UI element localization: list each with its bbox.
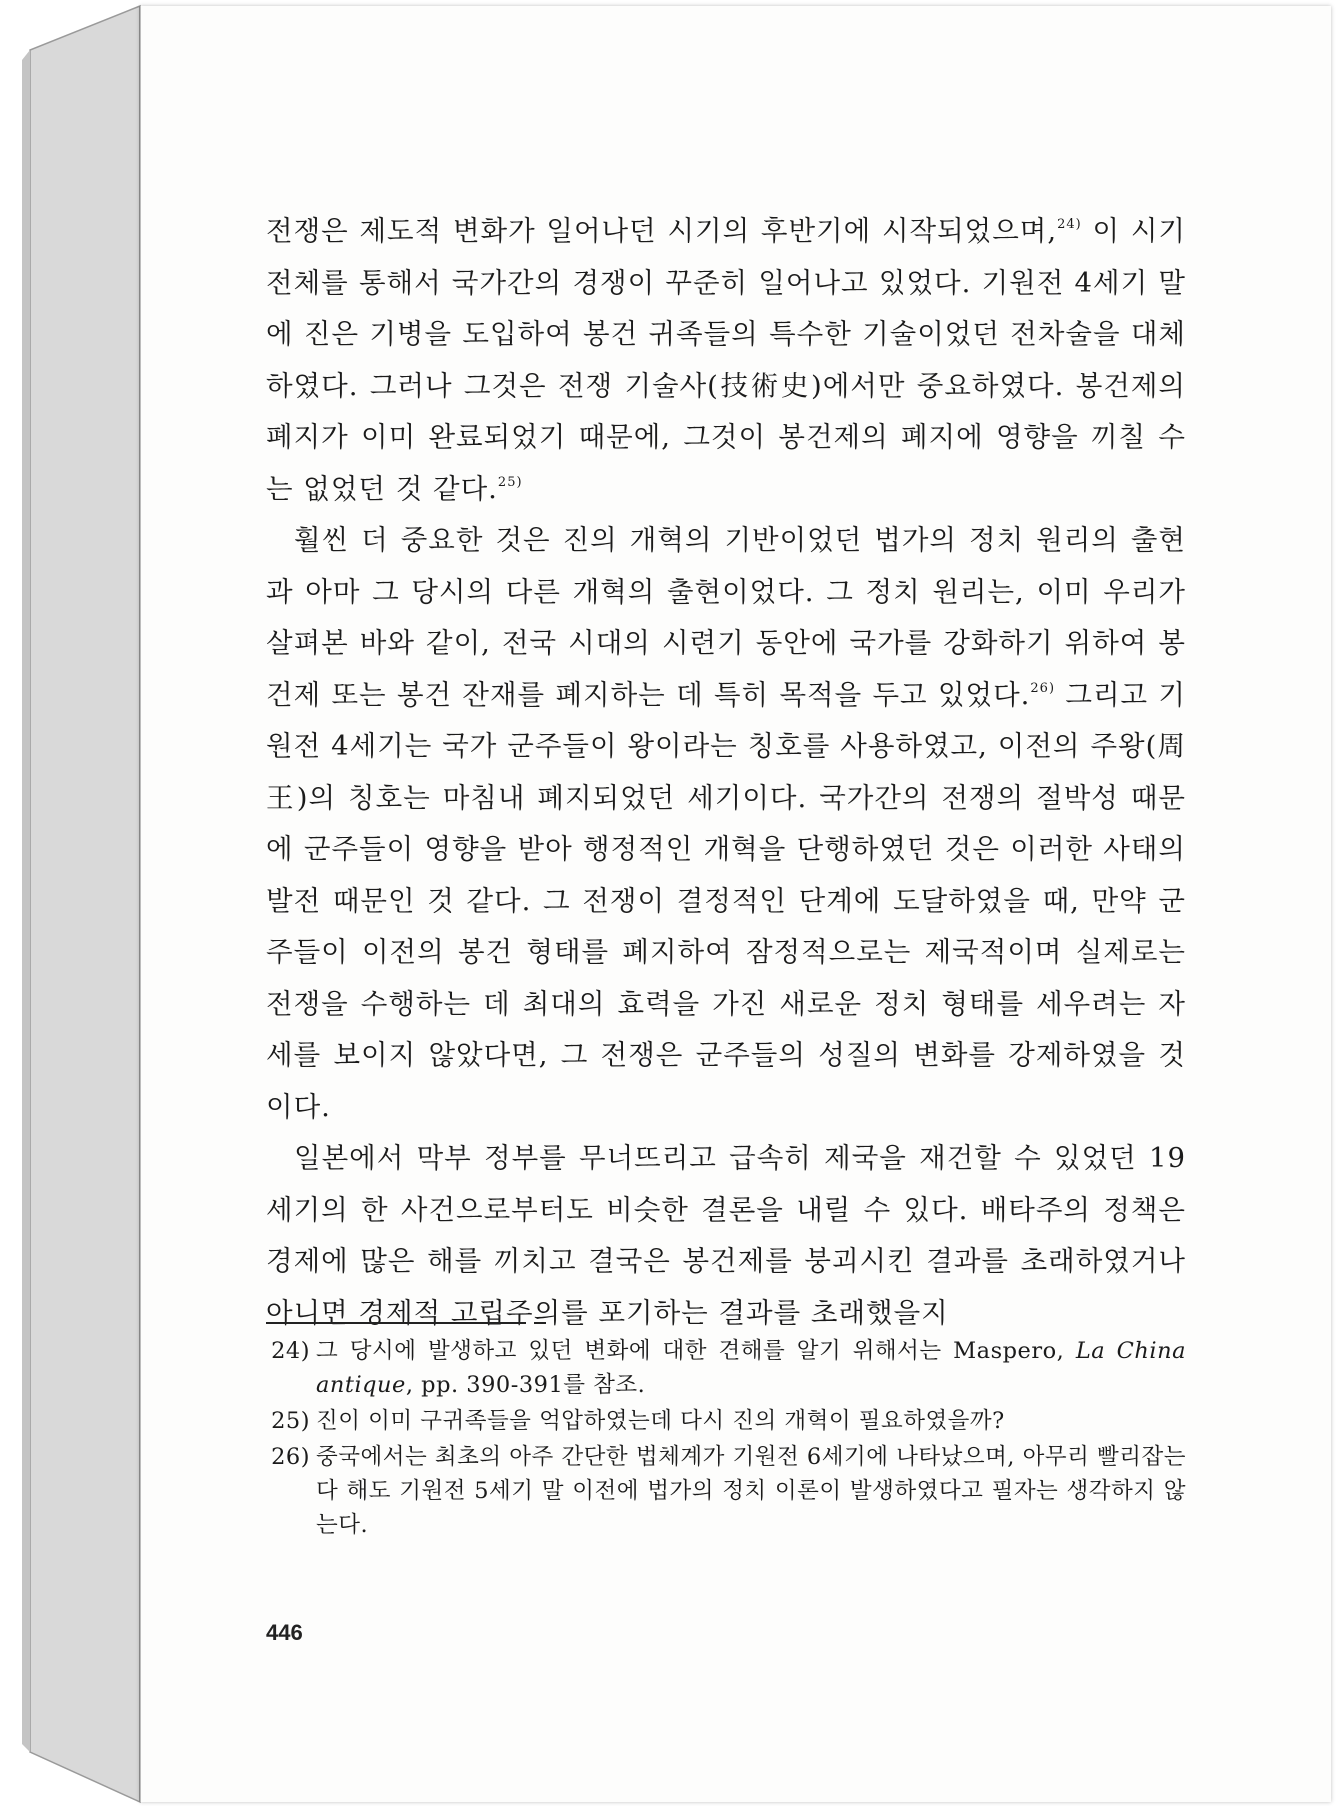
footnote-number: 26) (271, 1444, 310, 1470)
footnote-26 (266, 1440, 1186, 1542)
footnote-separator-tail (534, 1322, 546, 1324)
footnote-24-text-b: , pp. 390-391를 참조. (405, 1372, 646, 1398)
paragraph-1-part-a: 전쟁은 제도적 변화가 일어나던 시기의 후반기에 시작되었으며, (266, 215, 1058, 247)
paragraph-1 (266, 206, 1186, 515)
footnote-ref-26: 26) (1030, 680, 1056, 696)
main-text (266, 206, 1186, 1339)
footnote-24-book-title: La China antique (316, 1338, 1186, 1398)
footnote-number: 24) (271, 1338, 310, 1364)
paragraph-2-part-b: 그리고 기원전 4세기는 국가 군주들이 왕이라는 칭호를 사용하였고, 이전의 주왕(周王)의 칭호는 마침내 폐지되었던 세기이다. 국가간의 전쟁의 절박성 때문에 군주들이 영향을 받아 행정적인 개혁을 단행하였던 것은 이러한 사태의 발전 때문인 것 같다. 그 전쟁이 결정적인 단계에 도달하였을 때, 만약 군주들이 이전의 봉건 형태를 폐지하여 잠정적으로는 제국적이며 실제로는 전쟁을 수행하는 데 최대의 효력을 가진 새로운 정치 형태를 세우려는 자세를 보이지 않았다면, 그 전쟁은 군주들의 성질의 변화를 강제하였을 것이다. (266, 678, 1186, 1123)
footnote-24-text-a: 그 당시에 발생하고 있던 변화에 대한 견해를 알기 위해서는 Maspero, (316, 1338, 1076, 1364)
paragraph-1-part-b: 이 시기 전체를 통해서 국가간의 경쟁이 꾸준히 일어나고 있었다. 기원전 4세기 말에 진은 기병을 도입하여 봉건 귀족들의 특수한 기술이었던 전차술을 대체하였다. 그러나 그것은 전쟁 기술사(技術史)에서만 중요하였다. 봉건제의 폐지가 이미 완료되었기 때문에, 그것이 봉건제의 폐지에 영향을 끼칠 수는 없었던 것 같다. (266, 215, 1186, 505)
book-page (140, 6, 1331, 1802)
footnote-separator (266, 1322, 526, 1324)
footnotes (266, 1334, 1186, 1544)
footnote-text: 진이 이미 구귀족들을 억압하였는데 다시 진의 개혁이 필요하였을까? (316, 1408, 1005, 1434)
footnote-25 (266, 1404, 1186, 1438)
paragraph-2-part-a: 훨씬 더 중요한 것은 진의 개혁의 기반이었던 법가의 정치 원리의 출현과 아마 그 당시의 다른 개혁의 출현이었다. 그 정치 원리는, 이미 우리가 살펴본 바와 같이, 전국 시대의 시련기 동안에 국가를 강화하기 위하여 봉건제 또는 봉건 잔재를 폐지하는 데 특히 목적을 두고 있었다. (266, 524, 1186, 711)
paragraph-2 (266, 515, 1186, 1133)
page-number: 446 (266, 1620, 303, 1645)
footnote-number: 25) (271, 1408, 310, 1434)
footnote-text: 중국에서는 최초의 아주 간단한 법체계가 기원전 6세기에 나타났으며, 아무리 빨리잡는다 해도 기원전 5세기 말 이전에 법가의 정치 이론이 발생하였다고 필자는 생각하지 않는다. (316, 1444, 1186, 1538)
paragraph-3: 일본에서 막부 정부를 무너뜨리고 급속히 제국을 재건할 수 있었던 19세기의 한 사건으로부터도 비슷한 결론을 내릴 수 있다. 배타주의 정책은 경제에 많은 해를 끼치고 결국은 봉건제를 붕괴시킨 결과를 초래하였거나 아니면 경제적 고립주의를 포기하는 결과를 초래했을지 (266, 1142, 1186, 1329)
footnote-text (316, 1334, 1186, 1402)
footnote-ref-25: 25) (497, 474, 523, 490)
footnote-24 (266, 1334, 1186, 1402)
footnote-ref-24: 24) (1057, 217, 1082, 232)
